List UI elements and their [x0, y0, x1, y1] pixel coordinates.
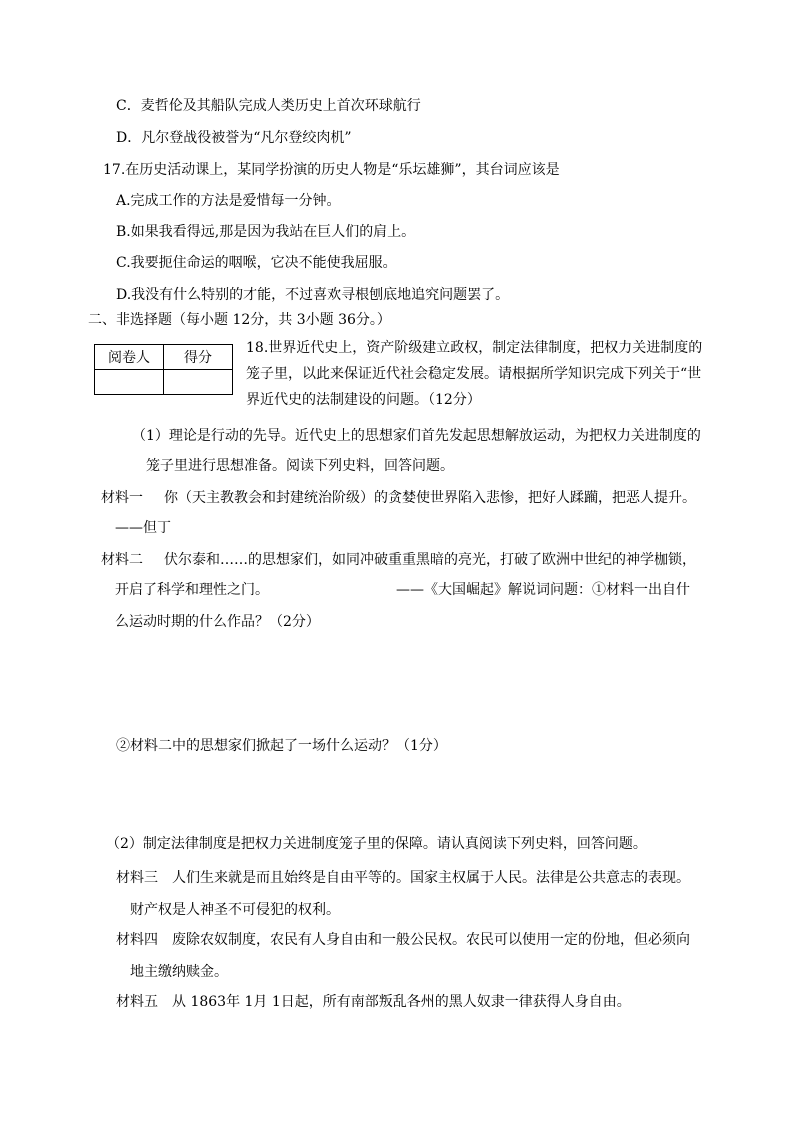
section-heading: 二、非选择题（每小题 12分，共 3小题 36分。）: [88, 312, 391, 328]
material-5-text: 从 1863年 1月 1日起，所有南部叛乱各州的黑人奴隶一律获得人身自由。: [172, 994, 631, 1010]
score-cell: [164, 370, 233, 395]
option-d-q17: D.我没有什么特别的才能，不过喜欢寻根刨底地追究问题罢了。: [116, 287, 510, 303]
material-1-source: ——但丁: [115, 520, 171, 536]
q18-part1-line2: 笼子里进行思想准备。阅读下列史料，回答问题。: [146, 458, 454, 474]
option-b-q17: B.如果我看得远,那是因为我站在巨人们的肩上。: [116, 224, 416, 240]
grader-cell: [95, 370, 164, 395]
option-d-q16: D．凡尔登战役被誉为“凡尔登绞肉机”: [116, 130, 352, 146]
score-box: [94, 344, 233, 395]
q18-part1-line1: （1）理论是行动的先导。近代史上的思想家们首先发起思想解放运动，为把权力关进制度的: [132, 428, 701, 444]
material-5-label: 材料五: [116, 994, 158, 1010]
option-c-q17: C.我要扼住命运的咽喉，它决不能使我屈服。: [116, 255, 397, 271]
material-3-line2: 财产权是人神圣不可侵犯的权利。: [130, 902, 340, 918]
material-1-label: 材料一: [101, 490, 143, 506]
material-2-source: ——《大国崛起》解说词问题：①材料一出自什: [396, 582, 690, 598]
q18-stem-line3: 界近代史的法制建设的问题。（12分）: [246, 392, 481, 408]
option-a-q17: A.完成工作的方法是爱惜每一分钟。: [116, 193, 341, 209]
grader-label: 阅卷人: [95, 345, 164, 370]
material-3-label: 材料三: [116, 870, 158, 886]
question-17-stem: 17.在历史活动课上，某同学扮演的历史人物是“乐坛雄狮”，其台词应该是: [103, 162, 560, 178]
q18-stem-line2: 笼子里，以此来保证近代社会稳定发展。请根据所学知识完成下列关于“世: [246, 366, 702, 382]
q18-question1-line2: 么运动时期的什么作品？（2分）: [115, 614, 320, 630]
material-2-label: 材料二: [101, 552, 143, 568]
material-2-text: 伏尔泰和……的思想家们，如同冲破重重黑暗的亮光，打破了欧洲中世纪的神学枷锁，: [164, 552, 696, 568]
q18-question2: ②材料二中的思想家们掀起了一场什么运动？（1分）: [116, 738, 447, 754]
option-c-q16: C．麦哲伦及其船队完成人类历史上首次环球航行: [116, 98, 421, 114]
q18-stem-line1: 18.世界近代史上，资产阶级建立政权，制定法律制度，把权力关进制度的: [246, 340, 703, 356]
material-2-line2: 开启了科学和理性之门。: [115, 582, 269, 598]
material-3-text: 人们生来就是而且始终是自由平等的。国家主权属于人民。法律是公共意志的表现。: [172, 870, 690, 886]
material-1-text: 你（天主教教会和封建统治阶级）的贪婪使世界陷入悲惨，把好人蹂躏，把恶人提升。: [164, 490, 696, 506]
material-4-text: 废除农奴制度，农民有人身自由和一般公民权。农民可以使用一定的份地，但必须向: [172, 932, 690, 948]
material-4-line2: 地主缴纳赎金。: [130, 964, 228, 980]
material-4-label: 材料四: [116, 932, 158, 948]
q18-part2: （2）制定法律制度是把权力关进制度笼子里的保障。请认真阅读下列史料，回答问题。: [106, 836, 647, 852]
score-label: 得分: [164, 345, 233, 370]
